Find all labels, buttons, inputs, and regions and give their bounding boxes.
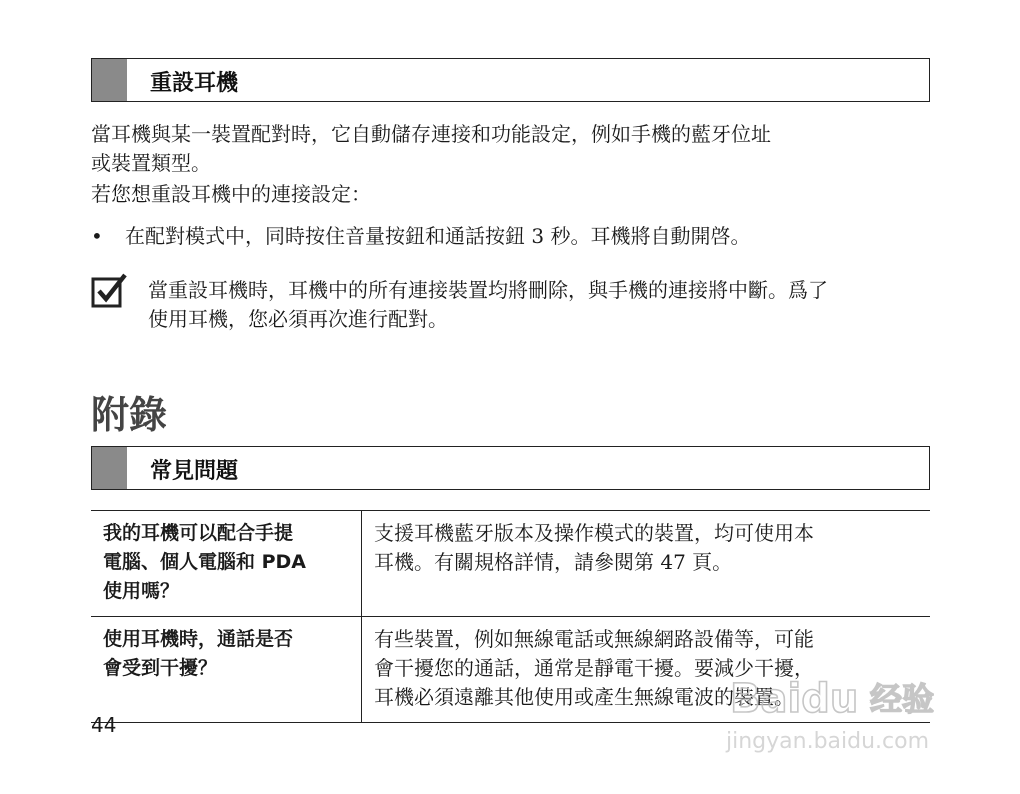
reset-instruction: 若您想重設耳機中的連接設定： [91,182,371,206]
intro-paragraph [91,120,921,178]
question-line: 使用嗎？ [103,580,180,602]
faq-answer [362,617,931,723]
section-header-reset [91,58,930,102]
appendix-heading: 附錄 [91,393,168,437]
answer-line: 有些裝置，例如無線電話或無線網路設備等，可能 [374,627,814,651]
answer-line: 耳機必須遠離其他使用或產生無線電波的裝置。 [374,685,794,709]
table-row [91,511,930,617]
note-text [148,276,938,334]
section-title: 常見問題 [150,459,239,484]
section-header-tab [92,59,127,101]
note-line-2: 使用耳機，您必須再次進行配對。 [148,307,448,331]
question-line: 我的耳機可以配合手提 [103,522,294,544]
faq-question [91,617,362,723]
answer-line: 會干擾您的通話，通常是靜電干擾。要減少干擾， [374,656,814,680]
intro-line-1: 當耳機與某一裝置配對時，它自動儲存連接和功能設定，例如手機的藍牙位址 [91,122,771,146]
watermark-brand: Baidu [730,676,859,722]
note-line-1: 當重設耳機時，耳機中的所有連接裝置均將刪除，與手機的連接將中斷。爲了 [148,278,828,302]
watermark-cn: 经验 [870,680,935,718]
checkbox-note-icon [91,273,128,310]
faq-table [91,510,930,723]
watermark-url: jingyan.baidu.com [726,729,930,754]
faq-question [91,511,362,617]
table-row [91,617,930,723]
question-line: 會受到干擾？ [103,657,218,679]
page-number: 44 [91,713,117,737]
answer-line: 支援耳機藍牙版本及操作模式的裝置，均可使用本 [374,521,814,545]
question-line: 使用耳機時，通話是否 [103,628,294,650]
question-line: 電腦、個人電腦和 PDA [103,551,307,573]
bullet-dot: • [91,224,103,248]
intro-line-2: 或裝置類型。 [91,151,211,175]
section-header-tab [92,447,127,489]
faq-answer [362,511,931,617]
bullet-text: 在配對模式中，同時按住音量按鈕和通話按鈕 3 秒。耳機將自動開啓。 [125,224,751,248]
section-title: 重設耳機 [150,71,239,96]
answer-line: 耳機。有關規格詳情，請參閱第 47 頁。 [374,550,733,574]
section-header-faq [91,446,930,490]
